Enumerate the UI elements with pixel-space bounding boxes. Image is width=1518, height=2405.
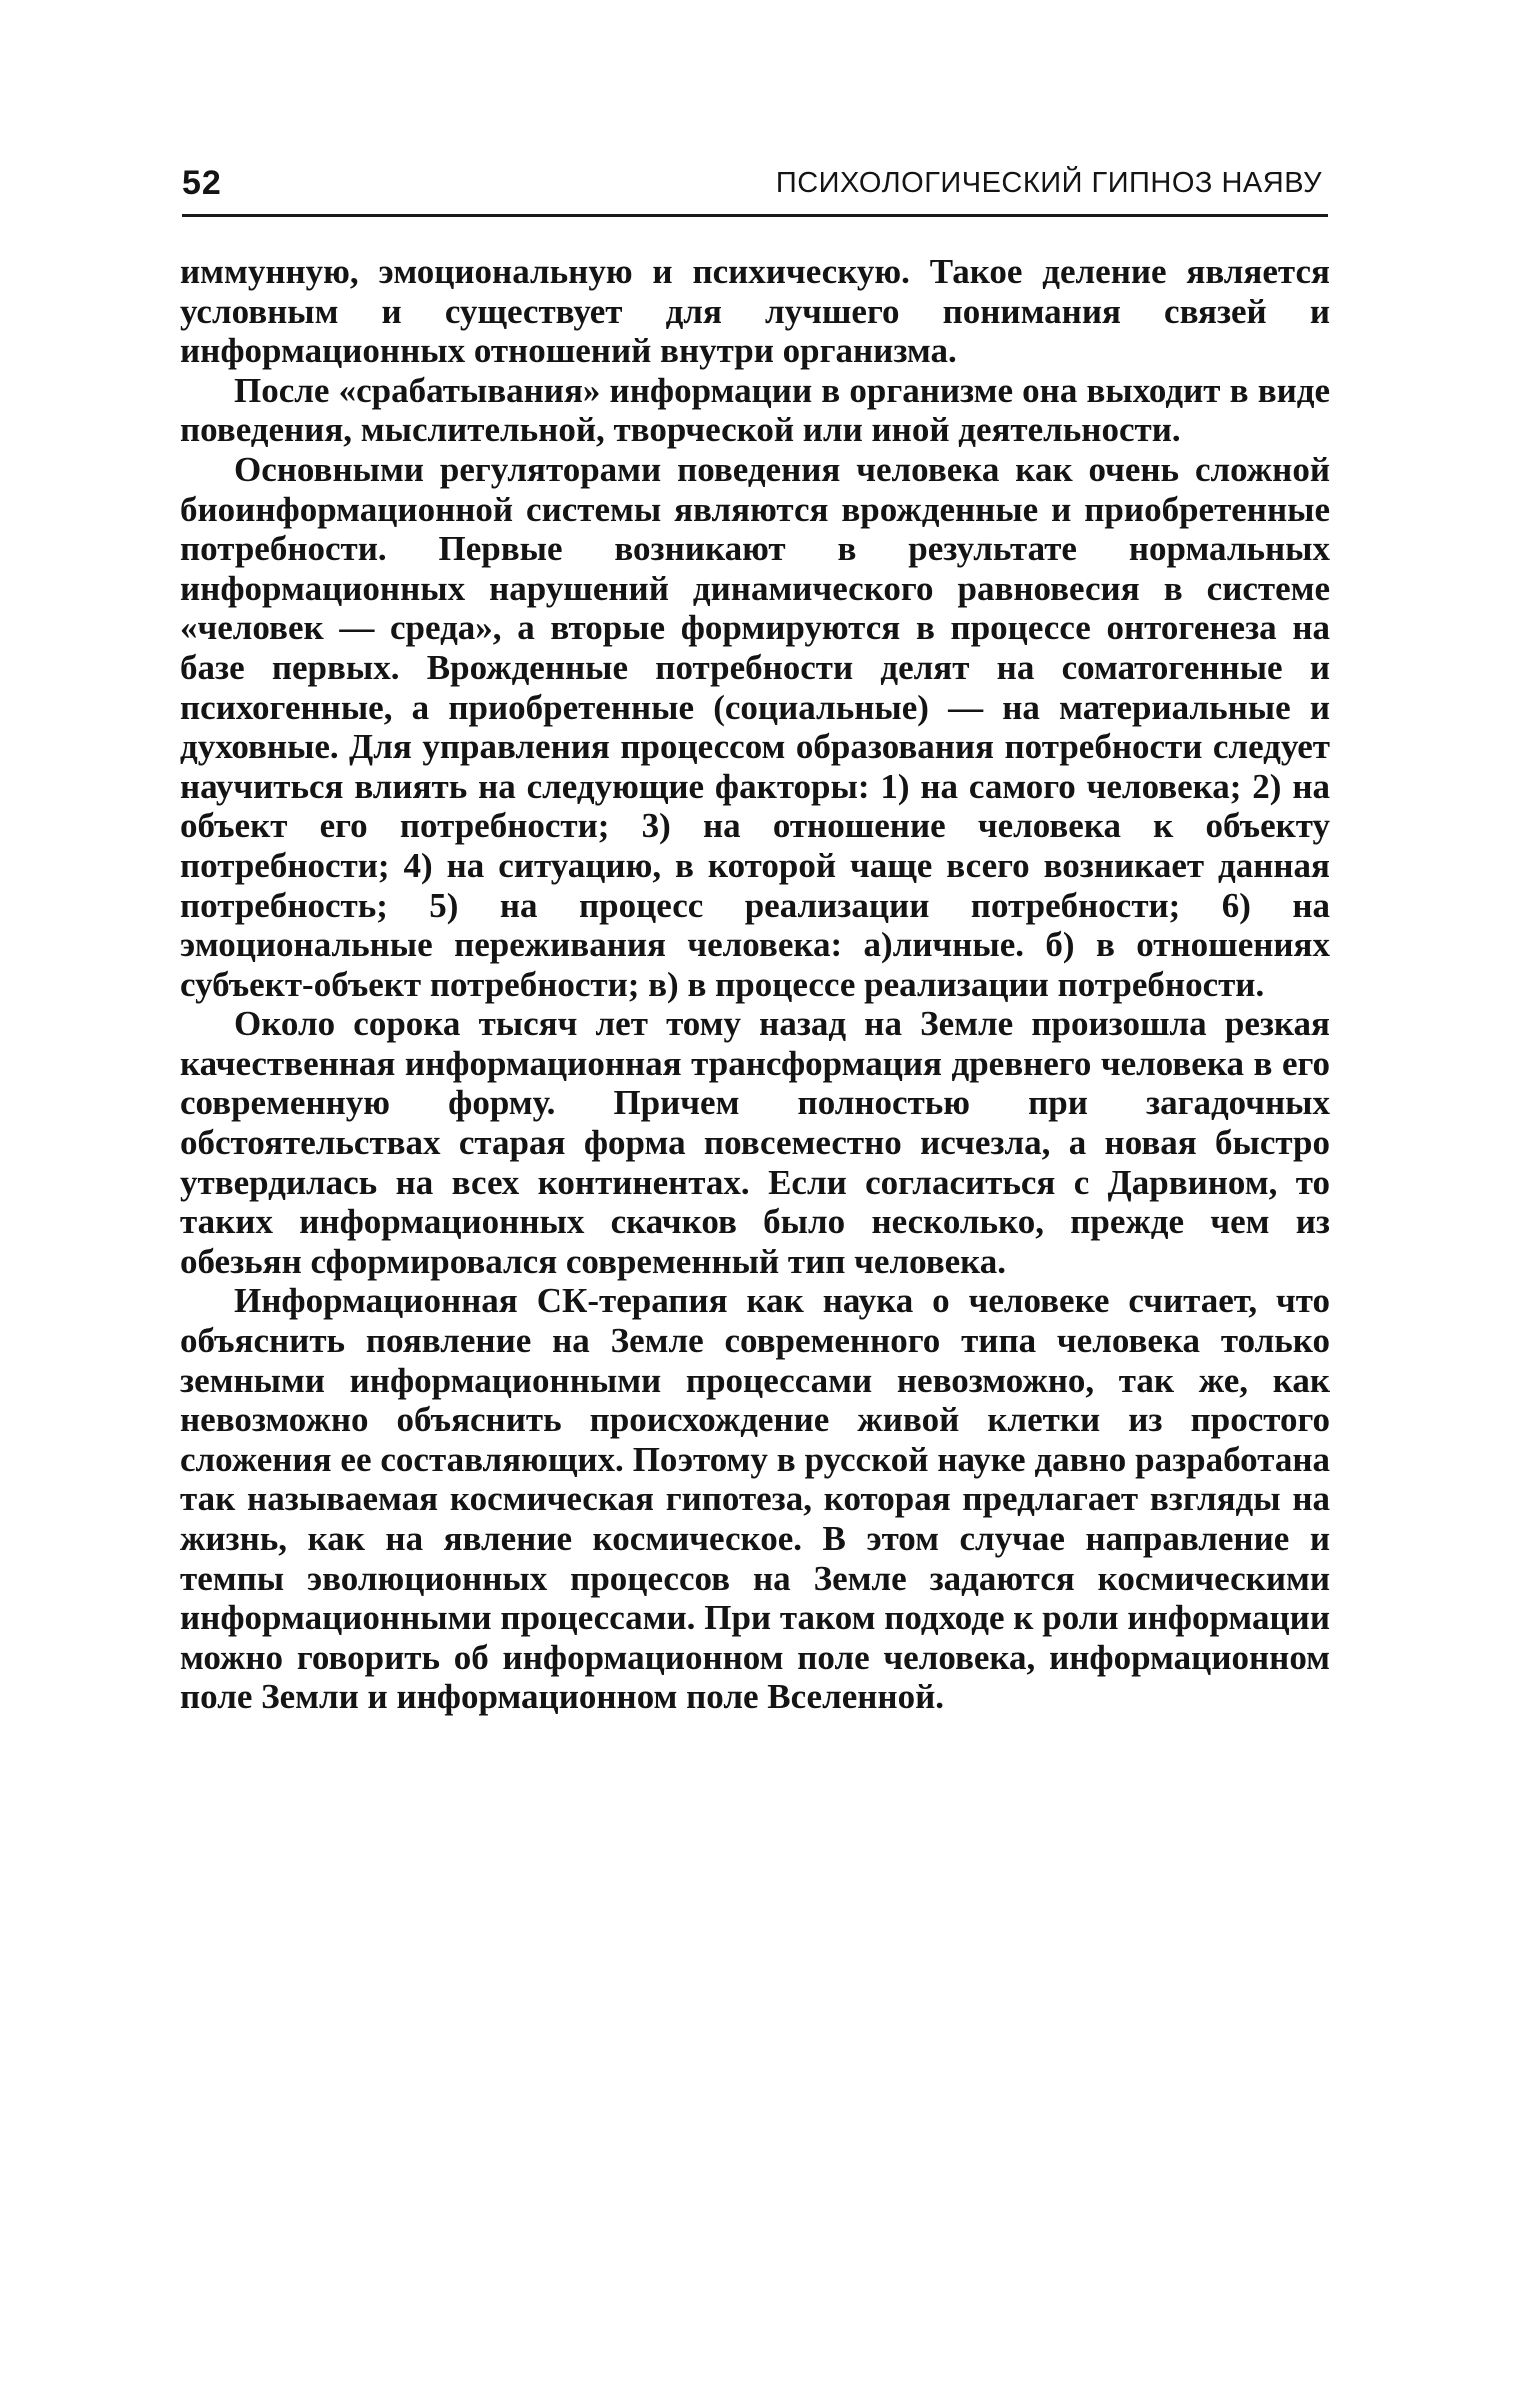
running-title: ПСИХОЛОГИЧЕСКИЙ ГИПНОЗ НАЯВУ [775,167,1322,199]
paragraph: После «срабатывания» информации в организме она выходит в виде поведения, мыслительной, творческой или иной деятельности. [180,370,1330,450]
header-rule [182,214,1328,217]
paragraph: Основными регуляторами поведения человека как очень сложной биоинформационной системы являются врожденные и приобретенные потребности. Первые возникают в результате нормальных информационных нарушений динамического равновесия в системе «человек — среда», а вторые формируются в процессе онтогенеза на базе первых. Врожденные потребности делят на соматогенные и психогенные, а приобретенные (социальные) — на материальные и духовные. Для управления процессом образования потребности следует научиться влиять на следующие факторы: 1) на самого человека; 2) на объект его потребности; 3) на отношение человека к объекту потребности; 4) на ситуацию, в которой чаще всего возникает данная потребность; 5) на процесс реализации потребности; 6) на эмоциональные переживания человека: а)личные. б) в отношениях субъект-объект потребности; в) в процессе реализации потребности. [180,449,1330,1004]
paragraph: Информационная СК-терапия как наука о человеке считает, что объяснить появление на Земле современного типа человека только земными информационными процессами невозможно, так же, как невозможно объяснить происхождение живой клетки из простого сложения ее составляющих. Поэтому в русской науке давно разработана так называемая космическая гипотеза, которая предлагает взгляды на жизнь, как на явление космическое. В этом случае направление и темпы эволюционных процессов на Земле задаются космическими информационными процессами. При таком подходе к роли информации можно говорить об информационном поле человека, информационном поле Земли и информационном поле Вселенной. [180,1281,1330,1717]
paragraph: иммунную, эмоциональную и психическую. Такое деление является условным и существует для лучшего понимания связей и информационных отношений внутри организма. [180,252,1330,371]
body-text [180,252,1330,1717]
page-number: 52 [182,164,222,202]
paragraph: Около сорока тысяч лет тому назад на Земле произошла резкая качественная информационная трансформация древнего человека в его современную форму. Причем полностью при загадочных обстоятельствах старая форма повсеместно исчезла, а новая быстро утвердилась на всех континентах. Если согласиться с Дарвином, то таких информационных скачков было несколько, прежде чем из обезьян сформировался современный тип человека. [180,1004,1330,1281]
running-head [182,158,1322,208]
